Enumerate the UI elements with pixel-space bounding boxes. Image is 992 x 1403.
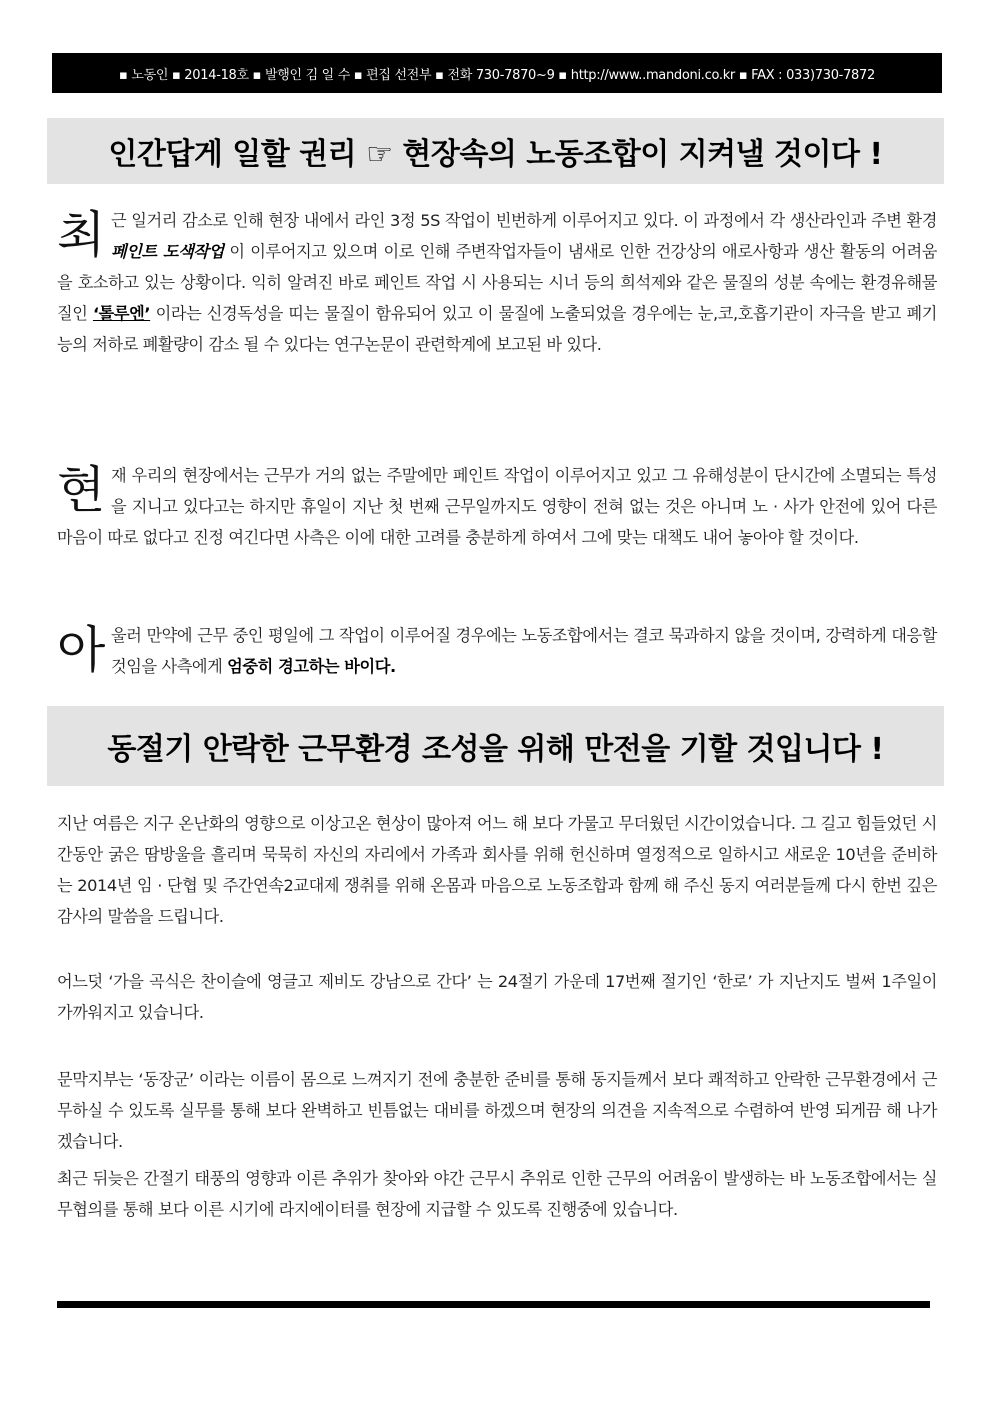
paragraph-text: 재 우리의 현장에서는 근무가 거의 없는 주말에만 페인트 작업이 이루어지고 있고 그 유해성분이 단시간에 소멸되는 특성을 지니고 있다고는 하지만 휴일이 지난 첫 번째 근무일까지도 영향이 전혀 없는 것은 아니며 노 · 사가 안전에 있어 다른 마음이 따로 없다고 진정 여긴다면 사측은 이에 대한 고려를 충분하게 하여서 그에 맞는 대책도 내어 놓아야 할 것이다. — [57, 466, 937, 547]
emphasis-warning: 엄중히 경고하는 바이다. — [227, 657, 396, 676]
section-title-rights — [47, 118, 944, 184]
paragraph-hanro — [57, 966, 937, 1028]
paragraph-radiator — [57, 1163, 937, 1225]
section-title-winter-text: 동절기 안락한 근무환경 조성을 위해 만전을 기할 것입니다 ! — [107, 732, 884, 767]
paragraph-text: 문막지부는 ‘동장군’ 이라는 이름이 몸으로 느껴지기 전에 충분한 준비를 통해 동지들께서 보다 쾌적하고 안락한 근무환경에서 근무하실 수 있도록 실무를 통해 보다 완벽하고 빈틈없는 대비를 하겠으며 현장의 의견을 지속적으로 수렴하여 반영 되게끔 해 나가겠습니다. — [57, 1070, 937, 1151]
paragraph-warning — [57, 620, 937, 682]
paragraph-winter-prep — [57, 1064, 937, 1157]
header-info-text: ▪ 노동인 ▪ 2014-18호 ▪ 발행인 김 일 수 ▪ 편집 선전부 ▪ 전화 730-7870~9 ▪ http://www..mandoni.co.kr ▪ FAX : 033)730-7872 — [119, 67, 875, 83]
paragraph-current-situation — [57, 460, 937, 553]
section-title-winter — [47, 706, 944, 786]
drop-cap: 아 — [57, 621, 105, 679]
paragraph-text: 지난 여름은 지구 온난화의 영향으로 이상고온 현상이 많아져 어느 해 보다 가물고 무더웠던 시간이었습니다. 그 길고 힘들었던 시간동안 굵은 땀방울을 흘리며 묵묵히 자신의 자리에서 가족과 회사를 위해 헌신하며 열정적으로 일하시고 새로운 10년을 준비하는 2014년 임 · 단협 및 주간연속2교대제 쟁취를 위해 온몸과 마음으로 노동조합과 함께 해 주신 동지 여러분들께 다시 한번 깊은 감사의 말씀을 드립니다. — [57, 814, 937, 926]
paragraph-text: 근 일거리 감소로 인해 현장 내에서 라인 3정 5S 작업이 빈번하게 이루어지고 있다. 이 과정에서 각 생산라인과 주변 환경 — [111, 211, 937, 230]
bottom-divider — [57, 1301, 930, 1308]
paragraph-text: 이라는 신경독성을 띠는 물질이 함유되어 있고 이 물질에 노출되었을 경우에는 눈,코,호흡기관이 자극을 받고 폐기능의 저하로 폐활량이 감소 될 수 있다는 연구논문이 관련학계에 보고된 바 있다. — [57, 304, 937, 354]
paragraph-text: 울러 만약에 근무 중인 평일에 그 작업이 이루어질 경우에는 노동조합에서는 결코 묵과하지 않을 것이며, 강력하게 대응할 것임을 사측에게 — [111, 626, 937, 676]
drop-cap: 현 — [57, 461, 105, 519]
section-title-rights-text: 인간답게 일할 권리 ☞ 현장속의 노동조합이 지켜낼 것이다 ! — [108, 137, 883, 172]
paragraph-paint-work — [57, 205, 937, 360]
paragraph-text: 최근 뒤늦은 간절기 태풍의 영향과 이른 추위가 찾아와 야간 근무시 추위로 인한 근무의 어려움이 발생하는 바 노동조합에서는 실무협의를 통해 보다 이른 시기에 라지에이터를 현장에 지급할 수 있도록 진행중에 있습니다. — [57, 1169, 937, 1219]
emphasis-toluene: ‘톨루엔’ — [92, 304, 151, 323]
paragraph-summer-thanks — [57, 808, 937, 932]
paragraph-text: 이 이루어지고 있으며 이로 인해 주변작업자들이 냄새로 인한 건강상의 애로사항과 생산 활동의 어려움을 호소하고 있는 상황이다. 익히 알려진 바로 페인트 작업 시 사용되는 시너 등의 희석제와 같은 물질의 성분 속에는 환경유해물질인 — [57, 242, 937, 323]
emphasis-paint-work: 페인트 도색작업 — [111, 242, 224, 261]
drop-cap: 최 — [57, 206, 105, 264]
paragraph-text: 어느덧 ‘가을 곡식은 찬이슬에 영글고 제비도 강남으로 간다’ 는 24절기 가운데 17번째 절기인 ‘한로’ 가 지난지도 벌써 1주일이 가까워지고 있습니다. — [57, 972, 937, 1022]
newsletter-header-bar — [52, 53, 942, 93]
